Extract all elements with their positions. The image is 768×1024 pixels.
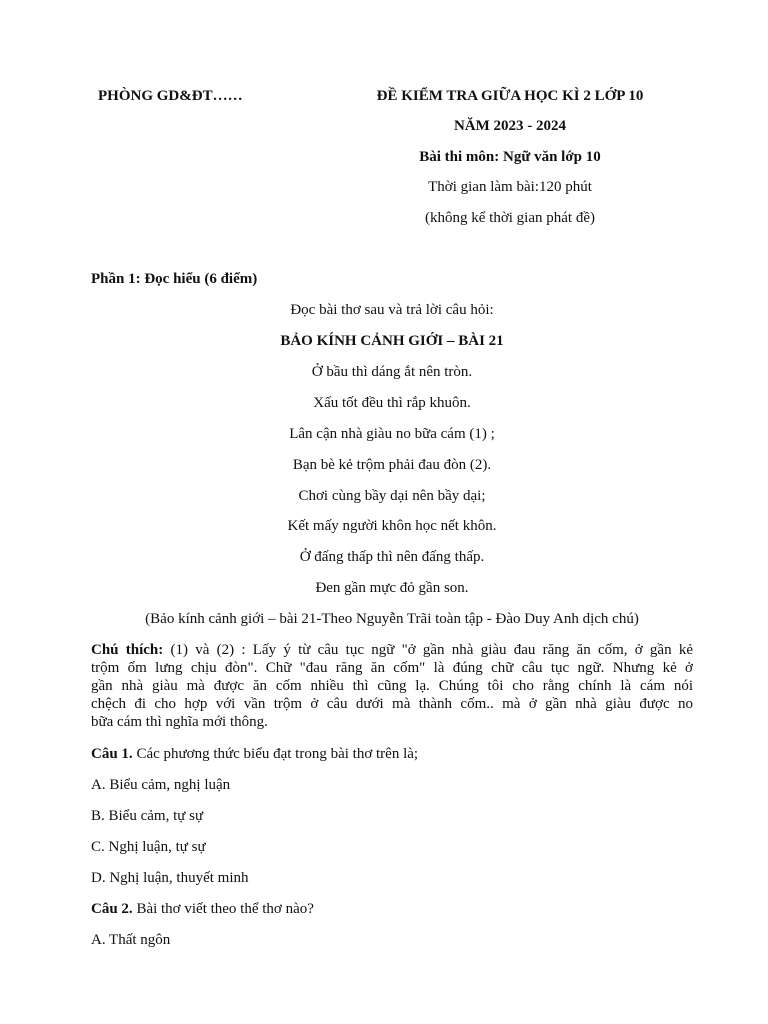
question-1-label: Câu 1. [91, 746, 133, 762]
poem-line: Xấu tốt đều thì rắp khuôn. [313, 395, 471, 411]
question-2 [91, 900, 314, 918]
question-1 [91, 745, 418, 763]
part1-heading: Phần 1: Đọc hiểu (6 điểm) [91, 271, 258, 287]
footnote-label: Chú thích: [91, 642, 164, 658]
question-2-label: Câu 2. [91, 901, 133, 917]
poem-line: Kết mấy người khôn học nết khôn. [287, 518, 497, 534]
question-2-option-a: A. Thất ngôn [91, 932, 171, 948]
poem-line: Bạn bè kẻ trộm phải đau đòn (2). [292, 457, 492, 473]
footnote-line: gần nhà giàu mà được ăn cốm nhiều thì cũng lạ. Chúng tôi cho rằng chính là cám nói [91, 678, 693, 694]
exam-year: NĂM 2023 - 2024 [453, 118, 567, 134]
exam-time-note: (không kể thời gian phát đề) [425, 210, 595, 226]
question-1-option-a: A. Biểu cảm, nghị luận [91, 777, 231, 793]
footnote-line: trộm ốm lưng chịu đòn". Chữ "đau răng ăn cốm" là đúng chữ câu tục ngữ. Nhưng kẻ ở [91, 660, 693, 676]
exam-title: ĐỀ KIỂM TRA GIỮA HỌC KÌ 2 LỚP 10 [376, 88, 644, 104]
poem-line: Ở đấng thấp thì nên đấng thấp. [299, 549, 485, 565]
footnote-line: chệch đi cho hợp với vần trộm ở câu dưới mà thành cốm.. mà ở gần nhà giàu được no [91, 696, 693, 712]
poem-line: Đen gần mực đỏ gần son. [315, 580, 469, 596]
reading-instruction: Đọc bài thơ sau và trả lời câu hỏi: [290, 302, 494, 318]
department-label: PHÒNG GD&ĐT…… [98, 88, 243, 104]
question-1-option-c: C. Nghị luận, tự sự [91, 839, 206, 855]
question-1-option-d: D. Nghị luận, thuyết minh [91, 870, 249, 886]
question-2-text: Bài thơ viết theo thể thơ nào? [132, 901, 314, 917]
poem-source: (Bảo kính cảnh giới – bài 21-Theo Nguyễn Trãi toàn tập - Đào Duy Anh dịch chú) [145, 611, 639, 627]
exam-subject: Bài thi môn: Ngữ văn lớp 10 [419, 149, 601, 165]
poem-line: Ở bầu thì dáng ắt nên tròn. [311, 364, 473, 380]
poem-line: Chơi cùng bầy dại nên bầy dại; [298, 488, 486, 504]
poem-title: BẢO KÍNH CẢNH GIỚI – BÀI 21 [280, 333, 504, 349]
footnote [91, 641, 693, 731]
footnote-line: Chú thích: (1) và (2) : Lấy ý từ câu tục ngữ "ở gần nhà giàu đau răng ăn cốm, ở gần kẻ [91, 642, 693, 658]
footnote-line: bữa cám thì nghĩa mới thông. [91, 714, 268, 730]
question-1-text: Các phương thức biểu đạt trong bài thơ trên là; [132, 746, 419, 762]
exam-time: Thời gian làm bài:120 phút [428, 179, 592, 195]
question-1-option-b: B. Biểu cảm, tự sự [91, 808, 204, 824]
poem-line: Lân cận nhà giàu no bữa cám (1) ; [289, 426, 495, 442]
